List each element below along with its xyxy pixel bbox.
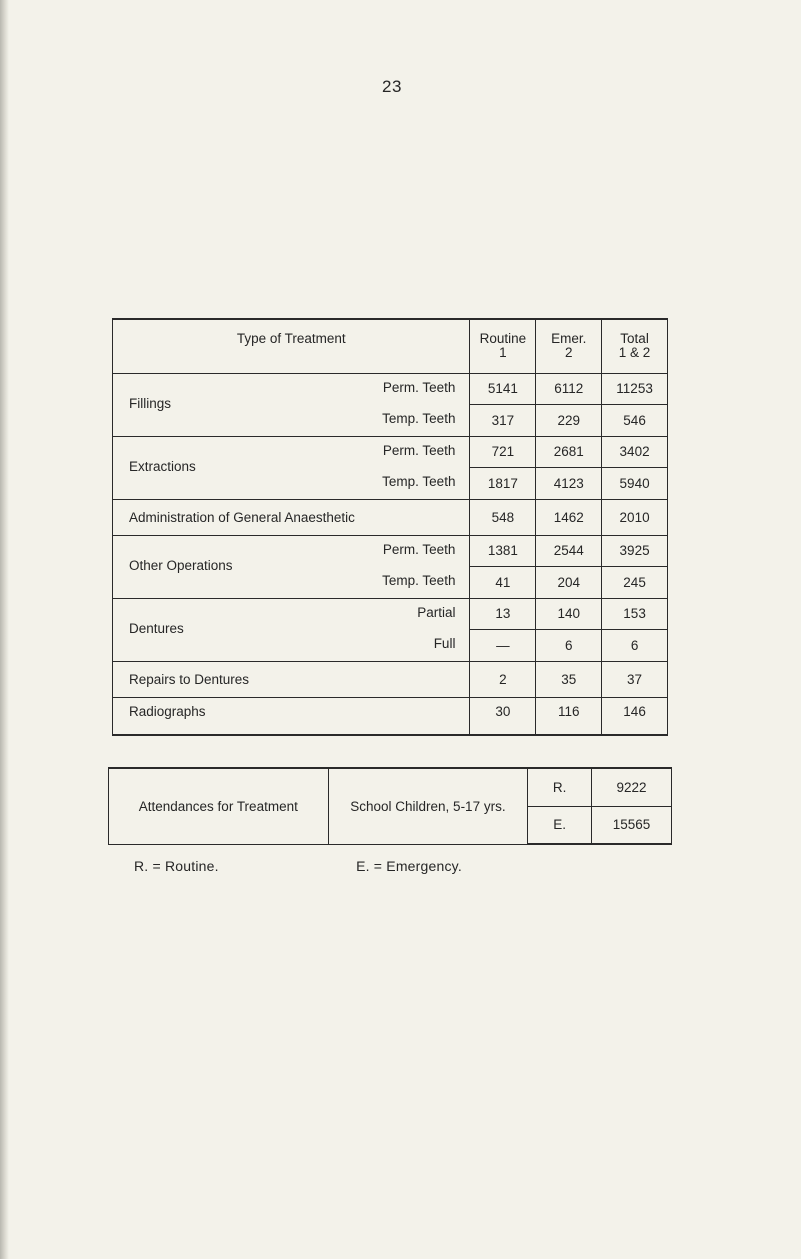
legend-emergency: E. = Emergency. xyxy=(356,858,462,874)
extractions-temp-emer: 4123 xyxy=(536,468,602,500)
extractions-type-cell xyxy=(113,436,470,499)
table-row xyxy=(113,535,668,567)
radiographs-label: Radiographs xyxy=(113,697,470,735)
anaesthetic-emer: 1462 xyxy=(536,499,602,535)
header-emer-line2: 2 xyxy=(564,345,573,361)
fillings-temp-total: 546 xyxy=(602,405,668,437)
table-header-row xyxy=(113,319,668,373)
header-routine-line2: 1 xyxy=(499,345,507,361)
dentures-full-total: 6 xyxy=(602,630,668,662)
attendances-table xyxy=(108,767,672,845)
extractions-perm-emer: 2681 xyxy=(536,436,602,468)
fillings-perm-emer: 6112 xyxy=(536,373,602,405)
dentures-full-label: Full xyxy=(433,635,456,651)
attendances-group: School Children, 5-17 yrs. xyxy=(328,768,528,844)
treatment-table xyxy=(112,318,668,736)
dentures-category: Dentures xyxy=(129,620,184,636)
header-type-label: Type of Treatment xyxy=(236,331,346,347)
attendances-r-label: R. xyxy=(528,768,592,806)
dentures-full-emer: 6 xyxy=(536,630,602,662)
header-total-line1: Total xyxy=(620,331,649,347)
extractions-category: Extractions xyxy=(129,458,196,474)
table-row xyxy=(113,661,668,697)
attendances-e-label: E. xyxy=(528,806,592,844)
repairs-label: Repairs to Dentures xyxy=(113,661,470,697)
dentures-partial-emer: 140 xyxy=(536,598,602,630)
extractions-temp-total: 5940 xyxy=(602,468,668,500)
other-operations-category: Other Operations xyxy=(129,557,233,573)
attendances-r-value: 9222 xyxy=(592,768,672,806)
dentures-partial-routine: 13 xyxy=(470,598,536,630)
fillings-temp-routine: 317 xyxy=(470,405,536,437)
fillings-perm-total: 11253 xyxy=(602,373,668,405)
radiographs-emer: 116 xyxy=(536,697,602,735)
anaesthetic-total: 2010 xyxy=(602,499,668,535)
extractions-perm-routine: 721 xyxy=(470,436,536,468)
radiographs-routine: 30 xyxy=(470,697,536,735)
radiographs-total: 146 xyxy=(602,697,668,735)
table-row xyxy=(113,697,668,735)
legend xyxy=(134,858,462,874)
repairs-routine: 2 xyxy=(470,661,536,697)
table-row xyxy=(113,499,668,535)
legend-routine: R. = Routine. xyxy=(134,858,219,874)
other-operations-perm-total: 3925 xyxy=(602,535,668,567)
other-operations-type-cell xyxy=(113,535,470,598)
other-operations-temp-total: 245 xyxy=(602,567,668,599)
fillings-temp-emer: 229 xyxy=(536,405,602,437)
extractions-perm-label: Perm. Teeth xyxy=(382,442,456,458)
header-emer xyxy=(536,319,602,373)
other-operations-temp-routine: 41 xyxy=(470,567,536,599)
attendances-label: Attendances for Treatment xyxy=(109,768,329,844)
page-number: 23 xyxy=(382,77,402,96)
fillings-category: Fillings xyxy=(129,395,172,411)
attendances-e-value: 15565 xyxy=(592,806,672,844)
header-routine xyxy=(470,319,536,373)
header-total xyxy=(602,319,668,373)
extractions-perm-total: 3402 xyxy=(602,436,668,468)
table-row xyxy=(113,436,668,468)
header-type xyxy=(113,319,470,373)
dentures-full-routine: — xyxy=(470,630,536,662)
extractions-temp-label: Temp. Teeth xyxy=(382,473,456,489)
table-row xyxy=(113,598,668,630)
repairs-emer: 35 xyxy=(536,661,602,697)
table-row xyxy=(113,373,668,405)
dentures-type-cell xyxy=(113,598,470,661)
dentures-partial-label: Partial xyxy=(417,604,456,620)
other-operations-temp-label: Temp. Teeth xyxy=(382,572,456,588)
header-total-line2: 1 & 2 xyxy=(618,345,651,361)
fillings-perm-routine: 5141 xyxy=(470,373,536,405)
extractions-temp-routine: 1817 xyxy=(470,468,536,500)
repairs-total: 37 xyxy=(602,661,668,697)
fillings-temp-label: Temp. Teeth xyxy=(382,410,456,426)
anaesthetic-routine: 548 xyxy=(470,499,536,535)
header-routine-line1: Routine xyxy=(479,331,527,347)
other-operations-temp-emer: 204 xyxy=(536,567,602,599)
table-row xyxy=(109,768,672,806)
fillings-type-cell xyxy=(113,373,470,436)
fillings-perm-label: Perm. Teeth xyxy=(382,379,456,395)
other-operations-perm-routine: 1381 xyxy=(470,535,536,567)
anaesthetic-label: Administration of General Anaesthetic xyxy=(113,499,470,535)
dentures-partial-total: 153 xyxy=(602,598,668,630)
header-emer-line1: Emer. xyxy=(551,331,587,347)
other-operations-perm-label: Perm. Teeth xyxy=(382,541,456,557)
other-operations-perm-emer: 2544 xyxy=(536,535,602,567)
page-edge xyxy=(0,0,9,1259)
